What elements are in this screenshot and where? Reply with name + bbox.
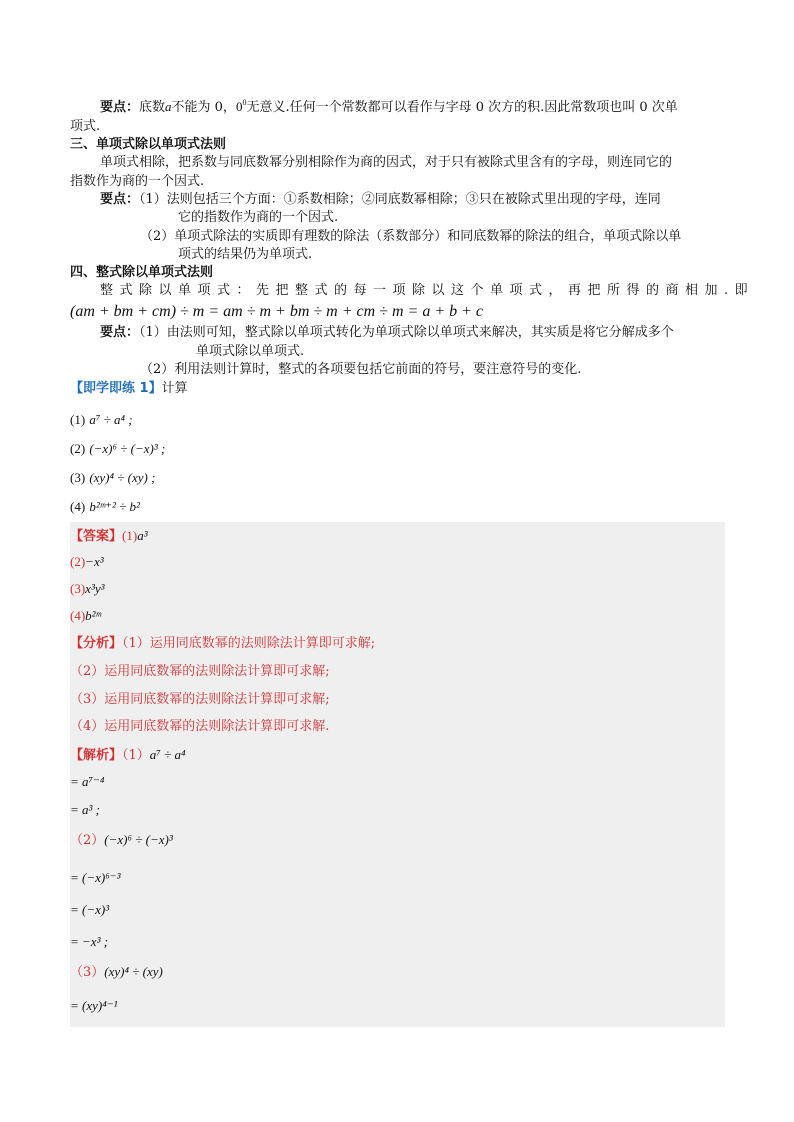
key-point-line2: 项式. [70,119,101,134]
solution-step: （2）(−x)⁶ ÷ (−x)³ [70,832,173,848]
analysis-tag: 【分析】 [70,636,123,651]
analysis-line: （2）运用同底数幂的法则除法计算即可求解; [70,664,330,679]
section4-point2: （2）利用法则计算时，整式的各项要包括它前面的符号，要注意符号的变化. [140,362,582,377]
exercise-item: (4) b²ᵐ⁺² ÷ b² [70,499,140,514]
answer-line: 【答案】(1)a³ [70,528,148,544]
analysis-line: （3）运用同底数幂的法则除法计算即可求解; [70,692,330,707]
section4-formula: (am + bm + cm) ÷ m = am ÷ m + bm ÷ m + cm ÷ m = a + b + c [70,303,484,320]
key-point-line1: 要点：底数a不能为 0，$0^0$无意义.任何一个常数都可以看作与字母 0 次方的积.因此常数项也叫 0 次单 [100,98,678,115]
solution-step: = −x³ ; [70,934,109,949]
answer-tag: 【答案】 [70,529,123,544]
answer-box [70,522,725,1027]
exercise-header [70,378,188,400]
answer-line: (3)x³y³ [70,581,105,596]
section3-point2-line1: （2）单项式除法的实质即有理数的除法（系数部分）和同底数幂的除法的组合，单项式除以单 [140,229,682,244]
exercise-tag: 【即学即练 1】 [70,381,162,396]
solution-step: 【解析】（1）a⁷ ÷ a⁴ [70,747,186,763]
section3-title: 三、单项式除以单项式法则 [70,137,227,152]
solution-step: = (−x)⁶⁻³ [70,870,121,885]
section3-point1-line2: 它的指数作为商的一个因式. [178,210,339,225]
section3-point2-line2: 项式的结果仍为单项式. [178,247,313,262]
section3-para-line2: 指数作为商的一个因式. [70,174,205,189]
solution-tag: 【解析】 [70,748,123,763]
exercise-instruction: 计算 [161,381,188,396]
section4-title: 四、整式除以单项式法则 [70,265,214,280]
exercise-item: (3) (xy)⁴ ÷ (xy) ; [70,470,156,485]
section4-point1-line1: 要点：（1）由法则可知，整式除以单项式转化为单项式除以单项式来解决，其实质是将它分解成多个 [100,325,674,340]
solution-step: = a³ ; [70,802,100,817]
section4-rule-line1: 整式除以单项式：先把整式的每一项除以这个单项式，再把所得的商相加.即 [100,283,755,298]
answer-line: (2)−x³ [70,554,104,569]
section4-point1-line2: 单项式除以单项式. [196,344,305,359]
section3-para-line1: 单项式相除，把系数与同底数幂分别相除作为商的因式，对于只有被除式里含有的字母，则连同它的 [100,155,673,170]
solution-step: （3）(xy)⁴ ÷ (xy) [70,964,163,980]
key-point-label: 要点： [100,100,140,115]
solution-step: = a⁷⁻⁴ [70,774,105,789]
exercise-item: (2) (−x)⁶ ÷ (−x)³ ; [70,441,166,456]
solution-step: = (xy)⁴⁻¹ [70,998,118,1013]
section3-point1-line1: 要点：（1）法则包括三个方面：①系数相除；②同底数幂相除；③只在被除式里出现的字母，连同 [100,192,661,207]
analysis-line: 【分析】（1）运用同底数幂的法则除法计算即可求解; [70,636,376,651]
exercise-item: (1) a⁷ ÷ a⁴ ; [70,412,133,427]
answer-line: (4)b²ᵐ [70,608,101,623]
solution-step: = (−x)³ [70,902,110,917]
analysis-line: （4）运用同底数幂的法则除法计算即可求解. [70,719,330,734]
